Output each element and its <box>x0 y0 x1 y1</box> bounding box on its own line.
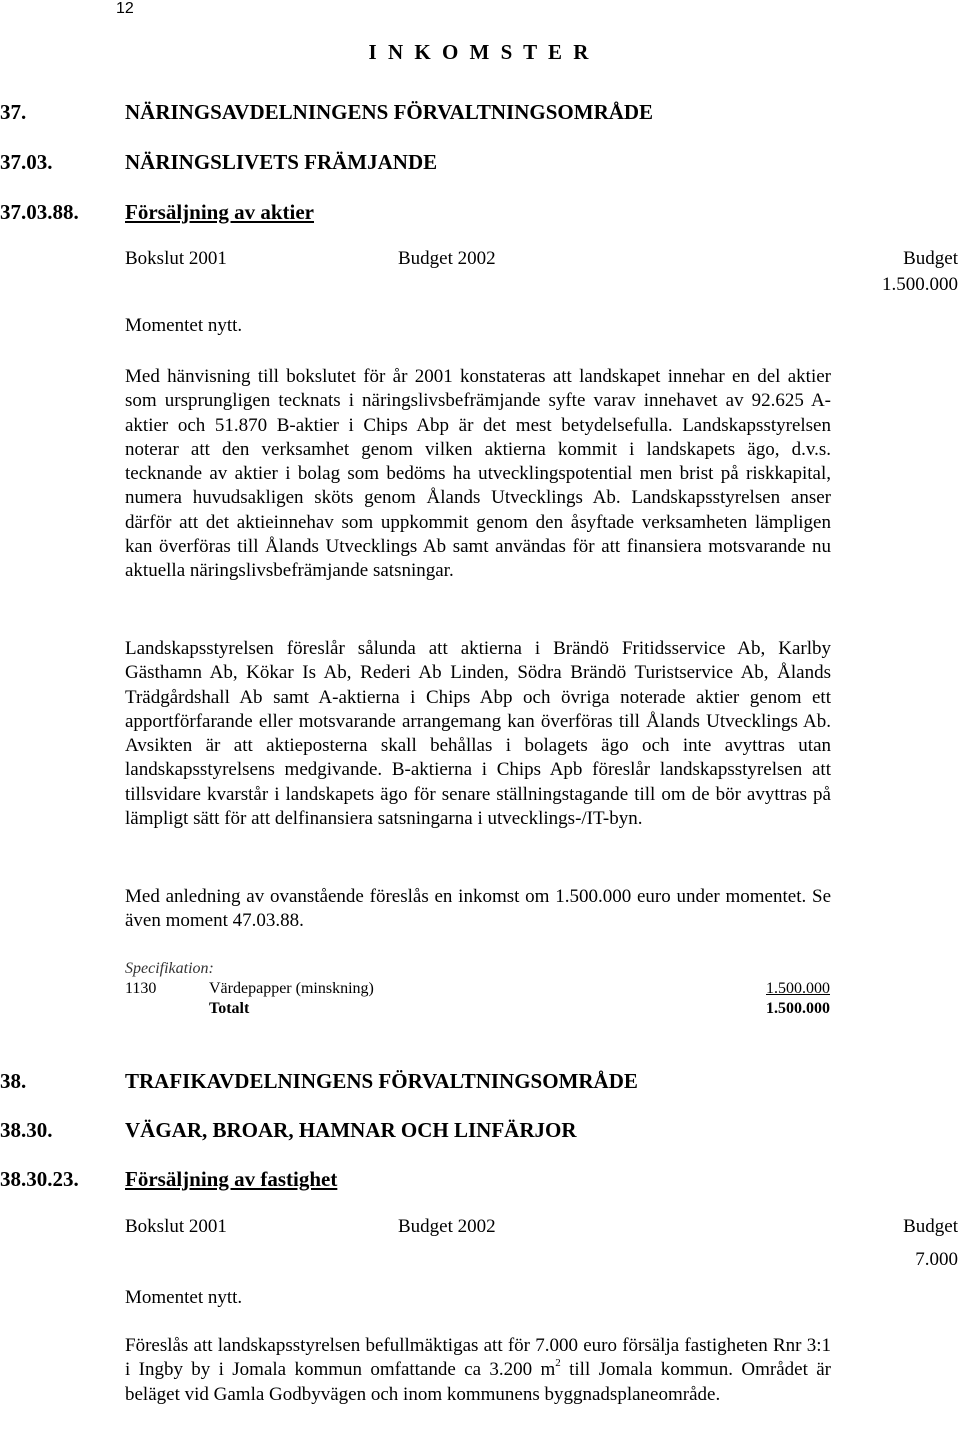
budget-amount: 1.500.000 <box>882 274 958 295</box>
superscript: 2 <box>555 1356 561 1369</box>
paragraph-text-part: Föreslås att landskapsstyrelsen befullmäktigas att för 7.000 euro försälja fastigheten Rnr 3:1 i Ingby by i Jomala kommun omfattande ca 3.200 m <box>125 1335 831 1381</box>
spec-total-label: Totalt <box>209 1000 250 1017</box>
moment-label: Momentet nytt. <box>125 315 243 336</box>
paragraph-text-part: till Jomala kommun. Området är beläget vid Gamla Godbyvägen och inom kommunens byggnadsplaneområde. <box>125 1359 831 1405</box>
section-title: TRAFIKAVDELNINGENS FÖRVALTNINGSOMRÅDE <box>125 1069 638 1093</box>
section-number: 37.03. <box>0 150 53 174</box>
document-title: I N K O M S T E R <box>368 40 592 64</box>
section-number: 38.30. <box>0 1118 53 1142</box>
budget-header: Budget <box>903 1216 958 1237</box>
specification-label: Specifikation: <box>125 960 214 977</box>
paragraph-text: Landskapsstyrelsen föreslår sålunda att aktierna i Brändö Fritidsservice Ab, Karlby Gästhamn Ab, Kökar Is Ab, Rederi Ab Linden, Södra Brändö Turistservice Ab, Ålands Trädgårdshall Ab samt A-aktierna i Chips Abp och övriga noterade aktier genom ett apportförfarande eller motsvarande arrangemang kan överföras till Ålands Utvecklings Ab. Avsikten är att aktieposterna skall behållas i bolagets ägo och inte avyttras utan landskapsstyrelsens medgivande. B-aktierna i Chips Apb föreslår landskapsstyrelsen att tillsvidare kvarstår i landskapets ägo för senare ställningstagande till om de bör avyttras på lämpligt sätt för att delfinansiera satsningarna i utvecklings-/IT-byn. <box>125 638 831 830</box>
moment-label: Momentet nytt. <box>125 1287 243 1308</box>
spec-amount: 1.500.000 <box>766 980 830 997</box>
paragraph <box>125 365 831 584</box>
budget-amount: 7.000 <box>915 1249 958 1270</box>
spec-code: 1130 <box>125 980 157 997</box>
section-number: 38. <box>0 1069 27 1093</box>
section-title: Försäljning av fastighet <box>125 1167 338 1191</box>
page-number: 12 <box>116 0 134 17</box>
budget-header: Budget <box>903 248 958 269</box>
section-title: NÄRINGSLIVETS FRÄMJANDE <box>125 150 438 174</box>
section-number: 37.03.88. <box>0 200 79 224</box>
paragraph-text: Med hänvisning till bokslutet för år 2001 konstateras att landskapet innehar en del aktier som ursprungligen tecknats i näringslivsbefrämjande syfte varav innehavet av 92.625 A-aktier och 51.870 B-aktier i Chips Abp är det mest betydelsefulla. Landskapsstyrelsen noterar att den verksamhet genom vilken aktierna kommit i landskapets ägo, d.v.s. tecknande av aktier i bolag som bedöms ha utvecklingspotential men brist på riskkapital, numera huvudsakligen sköts genom Ålands Utvecklings Ab. Landskapsstyrelsen anser därför att det aktieinnehav som uppkommit genom den åsyftade verksamheten lämpligen kan överföras till Ålands Utvecklings Ab samt användas för att finansiera motsvarande nu aktuella näringslivsbefrämjande satsningar. <box>125 366 831 582</box>
spec-total-amount: 1.500.000 <box>766 1000 830 1017</box>
section-title: Försäljning av aktier <box>125 200 314 224</box>
spec-description: Värdepapper (minskning) <box>209 980 374 997</box>
paragraph <box>125 885 831 934</box>
paragraph <box>125 637 831 831</box>
paragraph-text <box>125 1334 831 1407</box>
section-title: NÄRINGSAVDELNINGENS FÖRVALTNINGSOMRÅDE <box>125 100 654 124</box>
paragraph <box>125 1334 831 1407</box>
paragraph-text: Med anledning av ovanstående föreslås en inkomst om 1.500.000 euro under momentet. Se även moment 47.03.88. <box>125 886 831 932</box>
budget-2002-header: Budget 2002 <box>398 1216 496 1237</box>
section-number: 37. <box>0 100 27 124</box>
section-title: VÄGAR, BROAR, HAMNAR OCH LINFÄRJOR <box>125 1118 577 1142</box>
bokslut-header: Bokslut 2001 <box>125 1216 227 1237</box>
bokslut-header: Bokslut 2001 <box>125 248 227 269</box>
budget-2002-header: Budget 2002 <box>398 248 496 269</box>
section-number: 38.30.23. <box>0 1167 79 1191</box>
